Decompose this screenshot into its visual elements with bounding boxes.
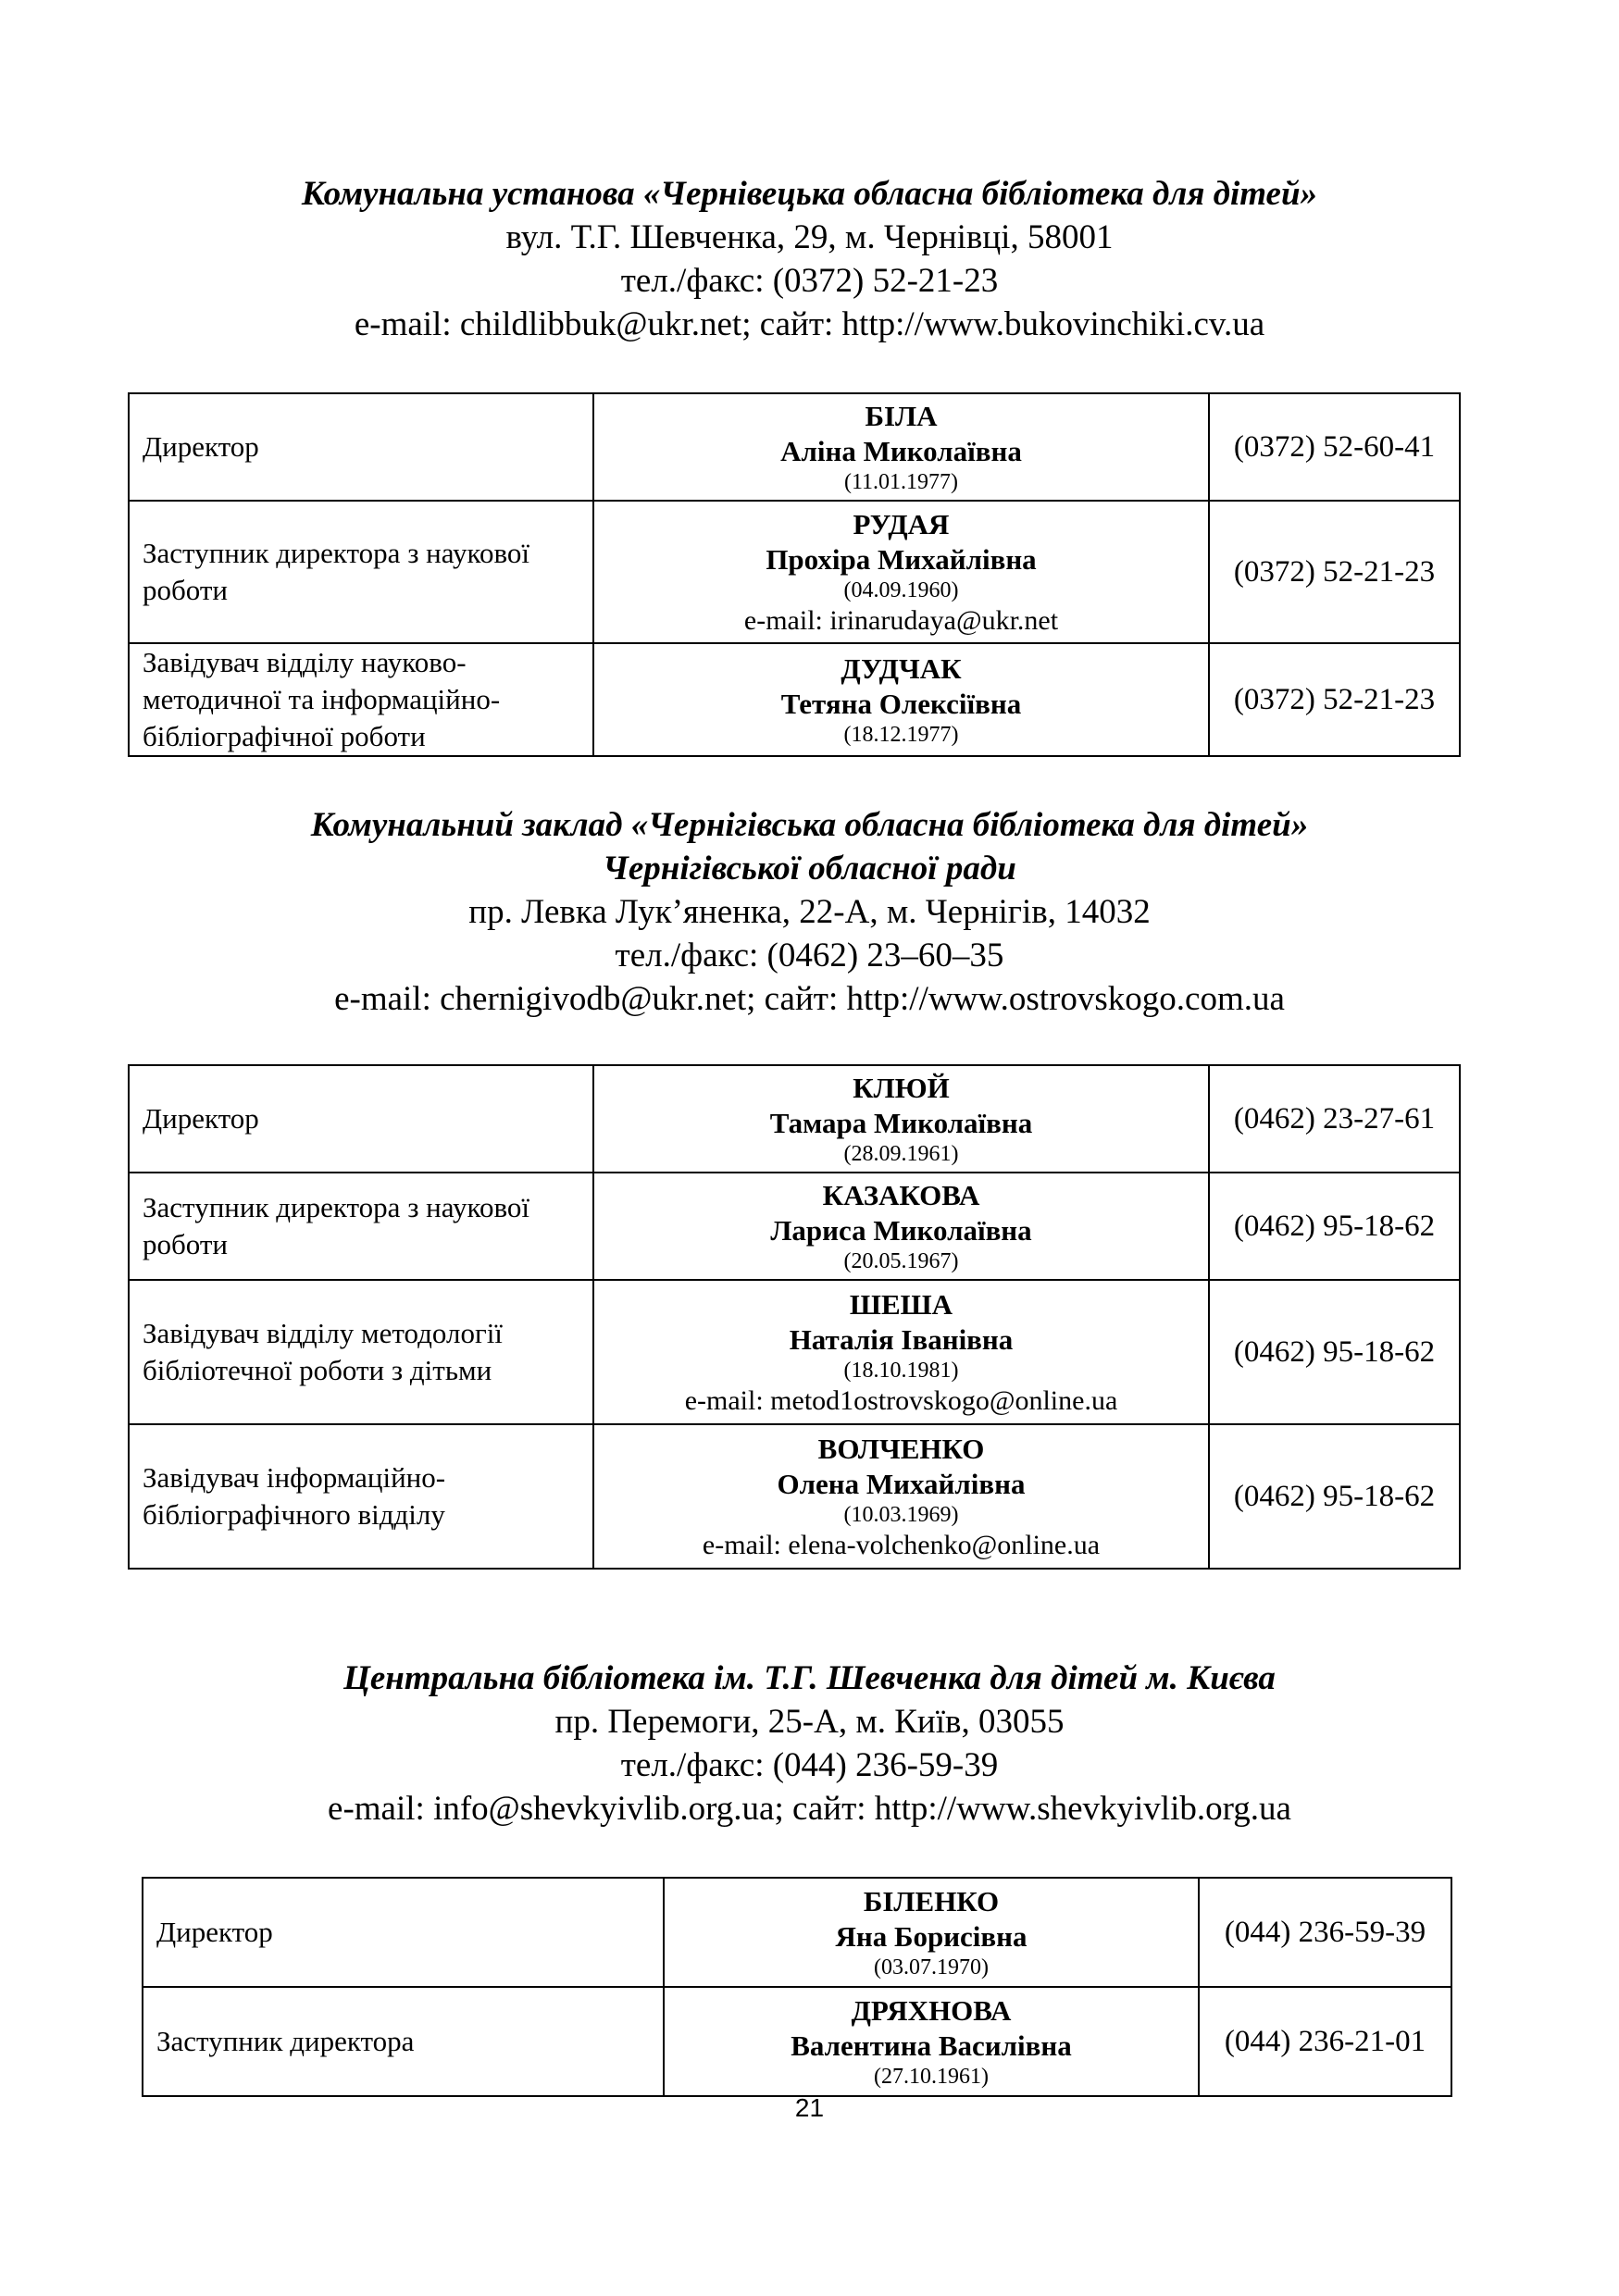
- phone-cell: (0372) 52-21-23: [1209, 643, 1460, 756]
- given-name: Лариса Миколаївна: [770, 1213, 1032, 1247]
- person-cell: [593, 1280, 1209, 1424]
- email-text: e-mail: irinarudaya@ukr.net: [743, 604, 1059, 636]
- org-name-line2: Чернігівської обласної ради: [603, 850, 1016, 887]
- table-row: [129, 1065, 1460, 1173]
- phone-cell: (0462) 95-18-62: [1209, 1280, 1460, 1424]
- surname: КАЗАКОВА: [822, 1178, 980, 1211]
- org-name: Центральна бібліотека ім. Т.Г. Шевченка для дітей м. Києва: [343, 1659, 1276, 1697]
- position-cell: Директор: [143, 1878, 664, 1987]
- given-name: Аліна Миколаївна: [780, 434, 1022, 467]
- phone-cell: (0462) 95-18-62: [1209, 1424, 1460, 1569]
- org-name: Комунальна установа «Чернівецька обласна бібліотека для дітей»: [301, 175, 1318, 213]
- person-cell: [664, 1987, 1199, 2096]
- org-phone: тел./факс: (044) 236-59-39: [620, 1746, 999, 1784]
- person-cell: [593, 501, 1209, 643]
- org-phone: тел./факс: (0462) 23–60–35: [615, 937, 1004, 974]
- email-text: e-mail: elena-volchenko@online.ua: [702, 1529, 1101, 1560]
- surname: ВОЛЧЕНКО: [817, 1432, 985, 1465]
- table-row: [143, 1987, 1451, 2096]
- org-contacts: e-mail: chernigivodb@ukr.net; сайт: http://www.ostrovskogo.com.ua: [334, 980, 1285, 1018]
- position-cell: Завідувач відділу методології бібліотечної роботи з дітьми: [129, 1280, 593, 1424]
- phone-cell: (044) 236-59-39: [1199, 1878, 1451, 1987]
- given-name: Тетяна Олексіївна: [780, 687, 1022, 720]
- birth-date: (10.03.1969): [843, 1502, 959, 1527]
- surname: БІЛА: [865, 399, 938, 432]
- person-cell: [593, 1424, 1209, 1569]
- person-cell: [593, 393, 1209, 501]
- surname: ШЕША: [849, 1287, 953, 1321]
- section-header-kyiv: [0, 1657, 1619, 1831]
- birth-date: (20.05.1967): [843, 1248, 959, 1273]
- person-cell: [664, 1878, 1199, 1987]
- birth-date: (27.10.1961): [874, 2064, 989, 2089]
- given-name: Валентина Василівна: [791, 2029, 1072, 2062]
- staff-table-kyiv: [142, 1877, 1452, 2097]
- phone-cell: (044) 236-21-01: [1199, 1987, 1451, 2096]
- position-cell: Директор: [129, 393, 593, 501]
- phone-cell: (0462) 95-18-62: [1209, 1173, 1460, 1280]
- given-name: Яна Борисівна: [835, 1919, 1027, 1953]
- table-row: [129, 393, 1460, 501]
- table-row: [129, 1173, 1460, 1280]
- table-row: [143, 1878, 1451, 1987]
- surname: ДУДЧАК: [841, 652, 962, 685]
- position-cell: Завідувач відділу науково-методичної та інформаційно-бібліографічної роботи: [129, 643, 593, 756]
- staff-table-chernivtsi: [128, 392, 1461, 757]
- birth-date: (18.10.1981): [843, 1358, 959, 1383]
- position-cell: Заступник директора з наукової роботи: [129, 1173, 593, 1280]
- org-address: пр. Перемоги, 25-А, м. Київ, 03055: [554, 1703, 1065, 1741]
- table-row: [129, 643, 1460, 756]
- org-name: Комунальний заклад «Чернігівська обласна бібліотека для дітей»: [310, 806, 1309, 844]
- surname: РУДАЯ: [853, 507, 950, 540]
- birth-date: (03.07.1970): [874, 1955, 989, 1980]
- page-number: 21: [794, 2093, 825, 2122]
- position-cell: Директор: [129, 1065, 593, 1173]
- org-address: пр. Левка Лук’яненка, 22-А, м. Чернігів, 14032: [468, 893, 1151, 931]
- birth-date: (11.01.1977): [843, 469, 959, 494]
- given-name: Тамара Миколаївна: [769, 1106, 1033, 1139]
- position-cell: Заступник директора з наукової роботи: [129, 501, 593, 643]
- position-cell: Завідувач інформаційно-бібліографічного відділу: [129, 1424, 593, 1569]
- phone-cell: (0372) 52-21-23: [1209, 501, 1460, 643]
- org-contacts: e-mail: info@shevkyivlib.org.ua; сайт: http://www.shevkyivlib.org.ua: [328, 1790, 1291, 1828]
- table-row: [129, 501, 1460, 643]
- email-text: e-mail: metod1ostrovskogo@online.ua: [684, 1384, 1118, 1416]
- position-cell: Заступник директора: [143, 1987, 664, 2096]
- birth-date: (28.09.1961): [843, 1141, 959, 1166]
- given-name: Олена Михайлівна: [777, 1467, 1026, 1500]
- table-row: [129, 1424, 1460, 1569]
- surname: БІЛЕНКО: [863, 1884, 1000, 1917]
- table-row: [129, 1280, 1460, 1424]
- phone-cell: (0372) 52-60-41: [1209, 393, 1460, 501]
- section-header-chernivtsi: [0, 172, 1619, 346]
- phone-cell: (0462) 23-27-61: [1209, 1065, 1460, 1173]
- section-header-chernihiv: [0, 803, 1619, 1021]
- surname: ДРЯХНОВА: [851, 1993, 1012, 2027]
- person-cell: [593, 643, 1209, 756]
- birth-date: (04.09.1960): [843, 577, 959, 602]
- surname: КЛЮЙ: [853, 1071, 950, 1104]
- birth-date: (18.12.1977): [843, 722, 959, 747]
- person-cell: [593, 1173, 1209, 1280]
- given-name: Наталія Іванівна: [789, 1322, 1014, 1356]
- person-cell: [593, 1065, 1209, 1173]
- org-address: вул. Т.Г. Шевченка, 29, м. Чернівці, 58001: [505, 218, 1114, 256]
- org-contacts: e-mail: childlibbuk@ukr.net; сайт: http://www.bukovinchiki.cv.ua: [354, 305, 1265, 343]
- given-name: Прохіра Михайлівна: [766, 542, 1037, 576]
- staff-table-chernihiv: [128, 1064, 1461, 1570]
- org-phone: тел./факс: (0372) 52-21-23: [620, 262, 999, 300]
